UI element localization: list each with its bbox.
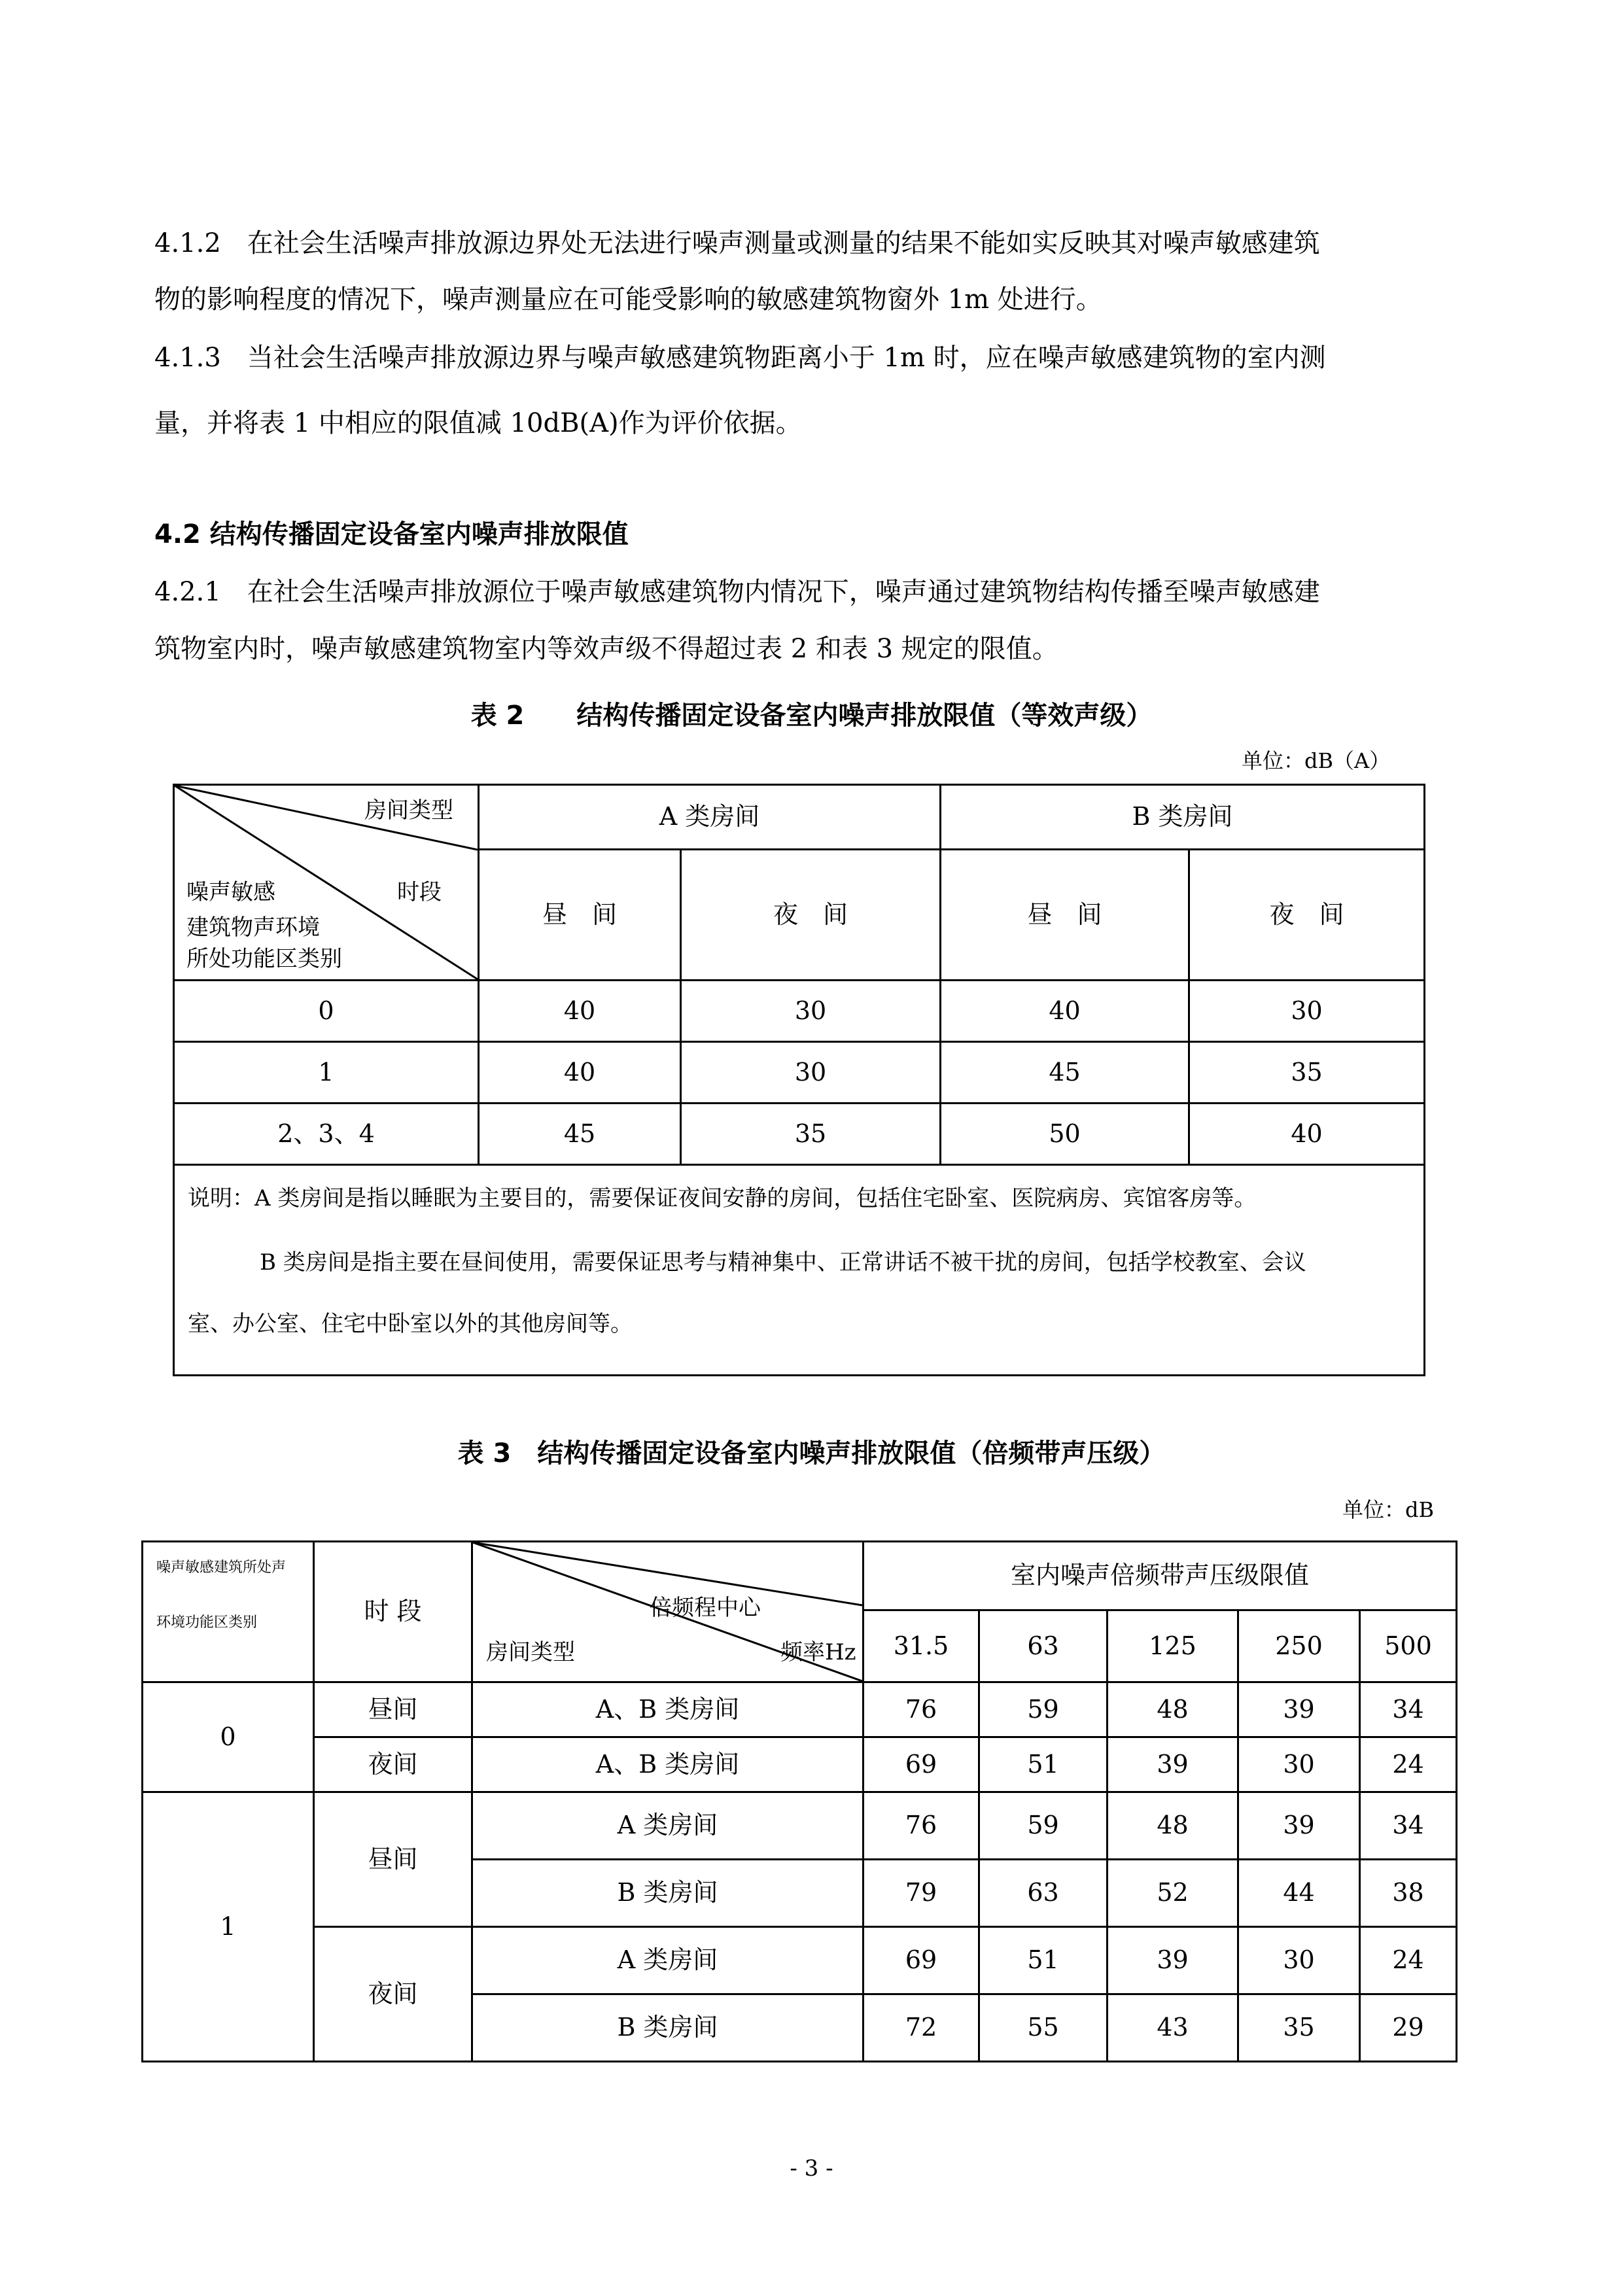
- zone-cell: 0: [174, 981, 479, 1042]
- zone-header-line2: 环境功能区类别: [156, 1614, 258, 1631]
- value-cell: 24: [1360, 1927, 1457, 1994]
- table-row: [143, 1792, 1457, 1860]
- value-cell: 30: [681, 981, 941, 1042]
- period-label: 时段: [397, 879, 442, 905]
- table2: [173, 784, 1425, 1376]
- value-cell: 30: [1238, 1737, 1360, 1792]
- paragraph-4-1-3: [154, 345, 1450, 436]
- value-cell: 76: [864, 1682, 979, 1737]
- value-cell: 30: [1189, 981, 1425, 1042]
- room-type-label: 房间类型: [364, 797, 453, 824]
- value-cell: 76: [864, 1792, 979, 1860]
- value-cell: 40: [479, 981, 681, 1042]
- value-cell: 34: [1360, 1792, 1457, 1860]
- b-day-header: 昼 间: [941, 849, 1189, 980]
- value-cell: 30: [681, 1042, 941, 1104]
- freq-250: 250: [1238, 1610, 1360, 1682]
- value-cell: 39: [1238, 1682, 1360, 1737]
- page-number: - 3 -: [790, 2155, 833, 2182]
- paragraph-line: 物的影响程度的情况下，噪声测量应在可能受影响的敏感建筑物窗外 1m 处进行。: [154, 285, 1102, 315]
- value-cell: 48: [1108, 1682, 1238, 1737]
- room-cell: A 类房间: [472, 1927, 864, 1994]
- room-cell: A 类房间: [472, 1792, 864, 1860]
- table2-unit: 单位：dB（A）: [1242, 748, 1391, 773]
- room-b-header: B 类房间: [941, 785, 1425, 850]
- value-cell: 34: [1360, 1682, 1457, 1737]
- period-header: 时 段: [314, 1542, 472, 1682]
- value-cell: 51: [979, 1737, 1108, 1792]
- value-cell: 35: [1189, 1042, 1425, 1104]
- zone-cell: 2、3、4: [174, 1104, 479, 1165]
- table-row: [174, 981, 1425, 1042]
- paragraph-line: 量，并将表 1 中相应的限值减 10dB(A)作为评价依据。: [154, 408, 802, 438]
- zone-cell: 1: [143, 1792, 314, 2062]
- value-cell: 40: [941, 981, 1189, 1042]
- value-cell: 39: [1108, 1737, 1238, 1792]
- zone-label-line2: 建筑物声环境: [186, 914, 320, 941]
- note-line: 说明：A 类房间是指以睡眠为主要目的，需要保证夜间安静的房间，包括住宅卧室、医院病房、宾馆客房等。: [188, 1185, 1257, 1211]
- value-cell: 59: [979, 1792, 1108, 1860]
- value-cell: 79: [864, 1860, 979, 1927]
- value-cell: 48: [1108, 1792, 1238, 1860]
- b-night-header: 夜 间: [1189, 849, 1425, 980]
- value-cell: 39: [1108, 1927, 1238, 1994]
- value-cell: 69: [864, 1737, 979, 1792]
- note-line: 室、办公室、住宅中卧室以外的其他房间等。: [188, 1311, 633, 1337]
- value-cell: 38: [1360, 1860, 1457, 1927]
- freq-125: 125: [1108, 1610, 1238, 1682]
- table3-header-diagonal: [472, 1542, 864, 1682]
- paragraph-4-2-1: [154, 579, 1450, 670]
- value-cell: 55: [979, 1994, 1108, 2062]
- value-cell: 35: [681, 1104, 941, 1165]
- value-cell: 45: [941, 1042, 1189, 1104]
- room-a-header: A 类房间: [479, 785, 941, 850]
- value-cell: 69: [864, 1927, 979, 1994]
- value-cell: 43: [1108, 1994, 1238, 2062]
- value-cell: 29: [1360, 1994, 1457, 2062]
- value-cell: 30: [1238, 1927, 1360, 1994]
- table2-note: [174, 1165, 1425, 1376]
- zone-label-line3: 所处功能区类别: [186, 946, 342, 972]
- paragraph-4-1-2: [154, 230, 1450, 322]
- value-cell: 35: [1238, 1994, 1360, 2062]
- period-cell: 昼间: [314, 1792, 472, 1927]
- value-cell: 50: [941, 1104, 1189, 1165]
- table2-caption: 表 2 结构传播固定设备室内噪声排放限值（等效声级）: [470, 701, 1153, 731]
- table2-header-diagonal: [174, 785, 479, 981]
- room-type-label: 房间类型: [486, 1639, 575, 1665]
- table3: [141, 1540, 1457, 2062]
- value-cell: 63: [979, 1860, 1108, 1927]
- value-cell: 39: [1238, 1792, 1360, 1860]
- paragraph-line: 筑物室内时，噪声敏感建筑物室内等效声级不得超过表 2 和表 3 规定的限值。: [154, 634, 1058, 664]
- paragraph-line: 4.2.1 在社会生活噪声排放源位于噪声敏感建筑物内情况下，噪声通过建筑物结构传播至噪声敏感建: [154, 577, 1320, 607]
- room-cell: A、B 类房间: [472, 1737, 864, 1792]
- table3-caption: 表 3 结构传播固定设备室内噪声排放限值（倍频带声压级）: [457, 1438, 1166, 1469]
- value-cell: 40: [1189, 1104, 1425, 1165]
- center-label: 倍频程中心: [650, 1595, 761, 1621]
- freq-63: 63: [979, 1610, 1108, 1682]
- section-heading-4-2: 4.2 结构传播固定设备室内噪声排放限值: [154, 519, 629, 549]
- value-cell: 45: [479, 1104, 681, 1165]
- note-line: B 类房间是指主要在昼间使用，需要保证思考与精神集中、正常讲话不被干扰的房间，包括学校教室、会议: [260, 1249, 1306, 1276]
- zone-header: [143, 1542, 314, 1682]
- table-row: [143, 1927, 1457, 1994]
- table-row: [143, 1737, 1457, 1792]
- zone-cell: 0: [143, 1682, 314, 1792]
- a-night-header: 夜 间: [681, 849, 941, 980]
- paragraph-line: 4.1.3 当社会生活噪声排放源边界与噪声敏感建筑物距离小于 1m 时，应在噪声敏感建筑物的室内测: [154, 343, 1326, 373]
- zone-cell: 1: [174, 1042, 479, 1104]
- table3-unit: 单位：dB: [1342, 1497, 1435, 1522]
- table-row: [174, 1104, 1425, 1165]
- value-cell: 40: [479, 1042, 681, 1104]
- freq-label: 频率Hz: [780, 1639, 856, 1665]
- value-cell: 72: [864, 1994, 979, 2062]
- room-cell: B 类房间: [472, 1994, 864, 2062]
- value-cell: 59: [979, 1682, 1108, 1737]
- value-cell: 44: [1238, 1860, 1360, 1927]
- room-cell: B 类房间: [472, 1860, 864, 1927]
- paragraph-line: 4.1.2 在社会生活噪声排放源边界处无法进行噪声测量或测量的结果不能如实反映其对噪声敏感建筑: [154, 228, 1320, 258]
- room-cell: A、B 类房间: [472, 1682, 864, 1737]
- value-cell: 52: [1108, 1860, 1238, 1927]
- limit-header: 室内噪声倍频带声压级限值: [864, 1542, 1457, 1610]
- period-cell: 昼间: [314, 1682, 472, 1737]
- table-row: [143, 1682, 1457, 1737]
- period-cell: 夜间: [314, 1927, 472, 2062]
- zone-label-line1: 噪声敏感: [186, 879, 275, 905]
- a-day-header: 昼 间: [479, 849, 681, 980]
- period-cell: 夜间: [314, 1737, 472, 1792]
- zone-header-line1: 噪声敏感建筑所处声: [156, 1559, 287, 1576]
- table-row: [174, 1042, 1425, 1104]
- freq-500: 500: [1360, 1610, 1457, 1682]
- value-cell: 24: [1360, 1737, 1457, 1792]
- value-cell: 51: [979, 1927, 1108, 1994]
- freq-31-5: 31.5: [864, 1610, 979, 1682]
